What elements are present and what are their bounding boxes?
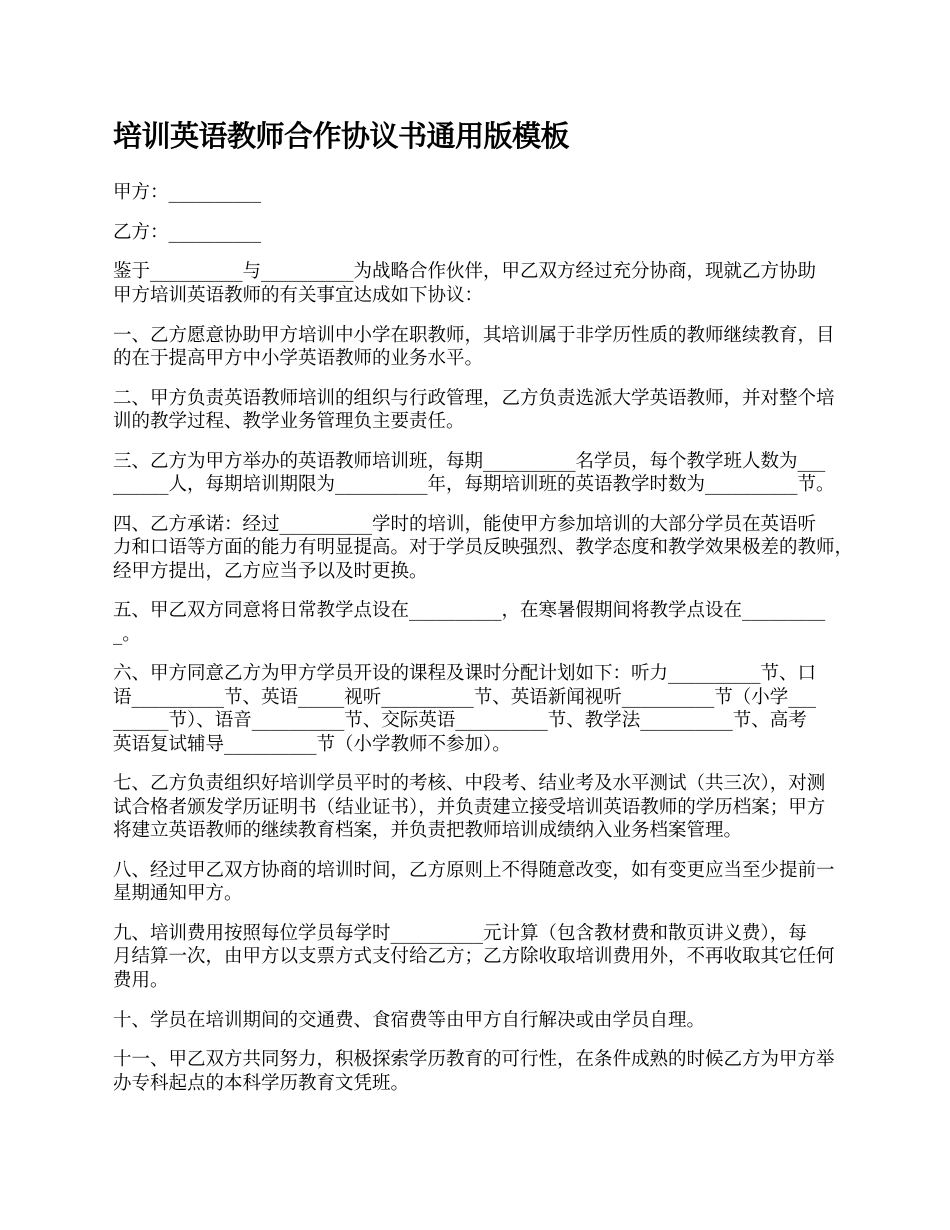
clause-line: 的在于提高甲方中小学英语教师的业务水平。 [113, 347, 484, 369]
clause-line: 十一、甲乙双方共同努力，积极探索学历教育的可行性，在条件成熟的时候乙方为甲方举 [113, 1049, 835, 1071]
clause-line: 办专科起点的本科学历教育文凭班。 [113, 1072, 410, 1094]
clause-6 [113, 662, 853, 756]
clause-line: 费用。 [113, 969, 169, 991]
clause-line: 语__________节、英语_____视听__________节、英语新闻视听__________节（小学___ [113, 686, 817, 708]
document-body [113, 116, 853, 1111]
clause-line: 星期通知甲方。 [113, 883, 243, 905]
clause-3 [113, 450, 853, 497]
party-b [113, 221, 853, 244]
clause-line: 试合格者颁发学历证明书（结业证书），并负责建立接受培训英语教师的学历档案；甲方 [113, 796, 826, 818]
preamble [113, 260, 853, 307]
party-a [113, 181, 853, 204]
clause-line: _。 [113, 623, 141, 645]
clause-line: 力和口语等方面的能力有明显提高。对于学员反映强烈、教学态度和教学效果极差的教师， [113, 537, 854, 559]
clause-line: 八、经过甲乙双方协商的培训时间，乙方原则上不得随意改变，如有变更应当至少提前一 [113, 859, 835, 881]
clause-line: 十、学员在培训期间的交通费、食宿费等由甲方自行解决或由学员自理。 [113, 1009, 706, 1031]
clause-line: 经甲方提出，乙方应当予以及时更换。 [113, 560, 428, 582]
clause-9 [113, 922, 853, 992]
clause-line: 月结算一次，由甲方以支票方式支付给乙方；乙方除收取培训费用外，不再收取其它任何 [113, 946, 835, 968]
clause-7 [113, 772, 853, 842]
document-title: 培训英语教师合作协议书通用版模板 [113, 119, 570, 153]
clause-line: ______节）、语音__________节、交际英语__________节、教学法__________节、高考 [113, 710, 807, 732]
clause-1 [113, 324, 853, 371]
clause-line: 将建立英语教师的继续教育档案，并负责把教师培训成绩纳入业务档案管理。 [113, 820, 743, 842]
clause-line: 一、乙方愿意协助甲方培训中小学在职教师，其培训属于非学历性质的教师继续教育，目 [113, 324, 835, 346]
clause-line: 九、培训费用按照每位学员每学时__________元计算（包含教材费和散页讲义费），每 [113, 923, 807, 945]
clause-11 [113, 1048, 853, 1095]
clause-8 [113, 859, 853, 906]
clause-line: 六、甲方同意乙方为甲方学员开设的课程及课时分配计划如下：听力__________节、口 [113, 663, 817, 685]
clause-5 [113, 599, 853, 646]
clause-line: 五、甲乙双方同意将日常教学点设在__________，在寒暑假期间将教学点设在_________ [113, 600, 826, 622]
clause-line: 英语复试辅导__________节（小学教师不参加）。 [113, 733, 511, 755]
party-b-line: 乙方：__________ [113, 221, 262, 243]
clause-line: 训的教学过程、教学业务管理负主要责任。 [113, 411, 465, 433]
clause-line: 七、乙方负责组织好培训学员平时的考核、中段考、结业考及水平测试（共三次），对测 [113, 773, 826, 795]
clause-10 [113, 1009, 853, 1032]
preamble-line: 鉴于__________与__________为战略合作伙伴，甲乙双方经过充分协商，现就乙方协助 [113, 261, 817, 283]
party-a-line: 甲方：__________ [113, 182, 262, 203]
clause-line: 二、甲方负责英语教师培训的组织与行政管理，乙方负责选派大学英语教师，并对整个培 [113, 387, 835, 409]
clause-2 [113, 387, 853, 434]
preamble-line: 甲方培训英语教师的有关事宜达成如下协议： [113, 284, 484, 306]
clause-4 [113, 513, 853, 583]
clause-line: 三、乙方为甲方举办的英语教师培训班，每期__________名学员，每个教学班人数为___ [113, 450, 826, 472]
clause-line: 四、乙方承诺：经过__________学时的培训，能使甲方参加培训的大部分学员在英语听 [113, 513, 817, 535]
clause-line: ______人，每期培训期限为__________年，每期培训班的英语教学时数为__________节。 [113, 474, 835, 496]
